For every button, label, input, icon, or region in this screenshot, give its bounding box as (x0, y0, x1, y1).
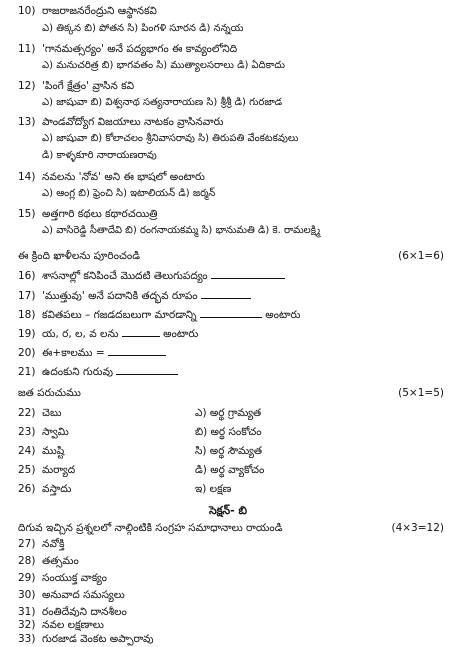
question-text: రంతిదేవుని దానశీలం (42, 606, 127, 618)
match-term: ముష్టి (42, 445, 65, 457)
question-number: 12) (18, 80, 36, 92)
question-options: ఎ) తిక్కన బి) పోతన సి) పింగళి సూరన డి) నన్నయ (42, 23, 244, 34)
match-term: మర్యాద (42, 464, 76, 476)
question-30 (18, 586, 448, 604)
question-27 (18, 535, 448, 553)
question-13 (18, 113, 448, 131)
question-number: 31) (18, 606, 36, 618)
answer-blank[interactable] (211, 266, 285, 279)
question-number: 19) (18, 328, 36, 340)
question-number: 22) (18, 407, 36, 419)
answer-blank[interactable] (200, 305, 262, 318)
match-term: స్వామి (42, 426, 69, 438)
question-text: నవోక్తి (42, 538, 65, 550)
section-match-heading (18, 384, 448, 402)
match-option: ఎ) అర్థ గ్రామ్యత (195, 407, 262, 419)
question-number: 16) (18, 270, 36, 282)
question-text: అత్తగారి కథలు కథారచయిత్రి (42, 208, 158, 220)
question-options: ఎ) మనుచరిత్ర బి) భాగవతం సి) ముత్యాలసరాలు డి) ఏదికాదు (42, 60, 285, 71)
question-18 (18, 305, 448, 323)
match-left-23 (18, 423, 69, 441)
answer-blank[interactable] (108, 343, 166, 356)
question-number: 18) (18, 309, 36, 321)
answer-blank[interactable] (122, 324, 160, 337)
question-text: ఉదంకుని గురువు (42, 366, 114, 378)
match-left-22 (18, 404, 62, 422)
question-28 (18, 552, 448, 570)
question-10 (18, 2, 448, 20)
question-text: గురజాడ వెంకట అప్పారావు (42, 633, 154, 645)
question-text: య, ర, ల, వ లను (42, 328, 119, 340)
question-15 (18, 205, 448, 223)
question-text-after: అంటారు (265, 309, 301, 321)
question-number: 23) (18, 426, 36, 438)
question-text: 'ముత్తువు' అనే పదానికి తద్భవ రూపం (42, 290, 198, 302)
match-option: డి) అర్థ వ్యాకోచం (195, 464, 265, 476)
question-text: అనువాద సమస్యలు (42, 589, 125, 601)
question-number: 33) (18, 633, 36, 645)
question-text: తత్సమం (42, 555, 79, 567)
question-number: 17) (18, 290, 36, 302)
match-left-25 (18, 461, 75, 479)
question-text: కవితపలు – గజడదబలుగా మారడాన్ని (42, 309, 197, 321)
question-29 (18, 569, 448, 587)
question-number: 30) (18, 589, 36, 601)
question-text: శాసనాల్లో కనిపించే మొదటి తెలుగుపద్యం (42, 270, 208, 282)
question-text: పాండవోద్యోగ విజయాలు నాటకం వ్రాసినవారు (42, 116, 224, 128)
question-number: 24) (18, 445, 36, 457)
question-number: 13) (18, 116, 36, 128)
question-text: సంయుక్త వాక్యం (42, 572, 107, 584)
question-text-after: అంటారు (163, 328, 199, 340)
question-12 (18, 77, 448, 95)
question-number: 28) (18, 555, 36, 567)
question-33 (18, 631, 448, 645)
section-marks: (4×3=12) (391, 522, 444, 534)
question-number: 15) (18, 208, 36, 220)
question-19 (18, 324, 448, 342)
question-number: 11) (18, 43, 36, 55)
question-16 (18, 266, 448, 284)
question-number: 21) (18, 366, 36, 378)
match-term: వస్తాదు (42, 483, 72, 495)
question-text: నవల లక్షణాలు (42, 619, 104, 631)
question-number: 32) (18, 619, 36, 631)
question-text: 'గానమత్సర్యం' అనే పద్యభాగం ఈ కావ్యంలోనిది (42, 43, 238, 55)
question-21 (18, 362, 448, 380)
question-number: 20) (18, 347, 36, 359)
question-options: ఎ) జాషువా బి) కోలాచలం శ్రీనివాసరావు సి) తిరుపతి వేంకటకవులు (42, 133, 299, 144)
section-heading-text: ఈ క్రింది ఖాళీలను పూరించండి (18, 250, 140, 262)
match-left-26 (18, 480, 71, 498)
match-term: చెబు (42, 407, 62, 419)
question-text: 'పింగే క్షేత్రం' వ్రాసిన కవి (42, 80, 135, 92)
question-number: 27) (18, 538, 36, 550)
match-option: ఇ) లక్షణ (195, 483, 232, 495)
question-14 (18, 168, 448, 186)
section-heading-text: జత పరుచుము (18, 387, 81, 399)
question-options-cont: డి) కాళ్ళకూరి నారాయణరావు (42, 150, 157, 161)
section-heading-text: దిగువ ఇచ్చిన ప్రశ్నలలో నాల్గింటికి సంగ్రహ సమాధానాలు రాయండి (18, 522, 283, 534)
answer-blank[interactable] (116, 362, 178, 375)
match-option: బి) అర్థ సంకోచం (195, 426, 262, 438)
question-11 (18, 40, 448, 58)
question-number: 25) (18, 464, 36, 476)
section-marks: (6×1=6) (398, 250, 444, 262)
question-number: 26) (18, 483, 36, 495)
question-20 (18, 343, 448, 361)
answer-blank[interactable] (201, 286, 251, 299)
question-number: 14) (18, 171, 36, 183)
question-text: రాజరాజనరేంద్రుని ఆస్థానకవి (42, 5, 157, 17)
question-text: నవలను 'నోవ' అని ఈ భాషలో అంటారు (42, 171, 205, 183)
section-marks: (5×1=5) (398, 387, 444, 399)
question-number: 10) (18, 5, 36, 17)
match-option: సి) అర్థ సౌమ్యత (195, 445, 263, 457)
question-options: ఎ) ఆంగ్ల బి) ఫ్రెంచి సి) ఇటాలియన్ డి) జర్మన్ (42, 188, 216, 199)
section-b-title: సెక్షన్- బి (208, 504, 248, 517)
question-17 (18, 286, 448, 304)
question-options: ఎ) జాషువా బి) విశ్వనాథ సత్యనారాయణ సి) శ్రీశ్రీ డి) గురజాడ (42, 97, 283, 108)
question-number: 29) (18, 572, 36, 584)
match-left-24 (18, 442, 64, 460)
question-text: ఈ+కాలము = (42, 347, 105, 359)
question-options: ఎ) వాసిరెడ్డి సీతాదేవి బి) రంగనాయకమ్మ సి) భానుమతి డి) కె. రామలక్ష్మి (42, 225, 321, 236)
section-fill-heading (18, 247, 448, 265)
